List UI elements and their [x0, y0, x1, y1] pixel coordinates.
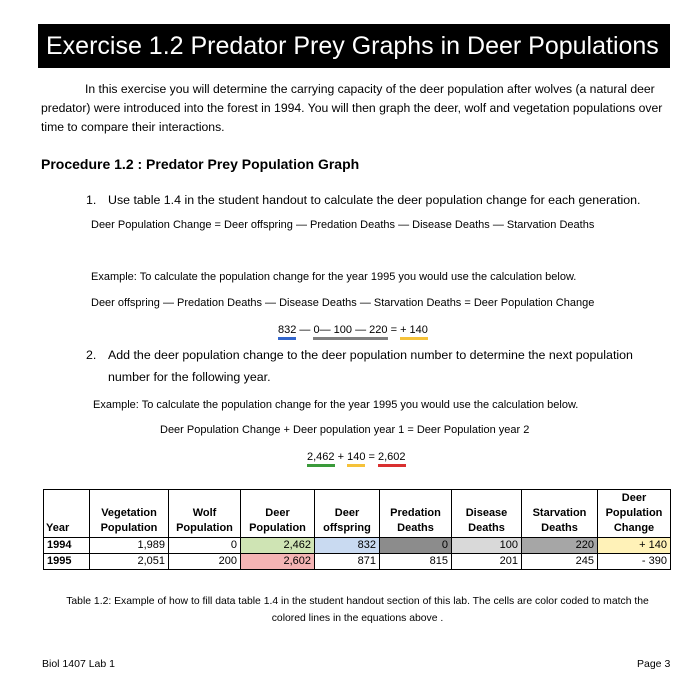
step-1 — [86, 193, 641, 207]
table-header: Wolf Population — [169, 490, 241, 538]
table-cell: 0 — [169, 538, 241, 554]
eq2-change: 140 — [347, 451, 365, 463]
step-2-formula: Deer Population Change + Deer population year 1 = Deer Population year 2 — [160, 424, 530, 436]
step-2-text-line2: number for the following year. — [108, 370, 271, 384]
table-cell: 245 — [522, 554, 598, 570]
eq2-next-pop: 2,602 — [378, 451, 406, 463]
eq1-change: + 140 — [400, 324, 428, 336]
table-cell: 200 — [169, 554, 241, 570]
table-header: Year — [44, 490, 90, 538]
table-cell: 832 — [315, 538, 380, 554]
table-cell: 2,051 — [90, 554, 169, 570]
page-title: Exercise 1.2 Predator Prey Graphs in Deer Populations — [38, 24, 670, 68]
footer-page-number: Page 3 — [637, 658, 671, 670]
table-cell: 1994 — [44, 538, 90, 554]
step-2-number: 2. — [86, 348, 97, 362]
data-table — [43, 489, 671, 570]
table-header: Disease Deaths — [452, 490, 522, 538]
table-cell: 201 — [452, 554, 522, 570]
table-cell: 220 — [522, 538, 598, 554]
table-cell: 100 — [452, 538, 522, 554]
table-row — [44, 538, 671, 554]
step-2 — [86, 348, 633, 362]
step-1-example: Example: To calculate the population change for the year 1995 you would use the calculation below. — [91, 271, 577, 283]
table-header: Starvation Deaths — [522, 490, 598, 538]
table-header-row — [44, 490, 671, 538]
table-cell: 871 — [315, 554, 380, 570]
table-cell: 1,989 — [90, 538, 169, 554]
table-header: Vegetation Population — [90, 490, 169, 538]
table-cell: - 390 — [598, 554, 671, 570]
table-header: Deer Population Change — [598, 490, 671, 538]
table-header: Deer Population — [241, 490, 315, 538]
step-2-example: Example: To calculate the population change for the year 1995 you would use the calculation below. — [93, 399, 579, 411]
table-cell: 2,462 — [241, 538, 315, 554]
footer-course: Biol 1407 Lab 1 — [42, 658, 115, 670]
table-header: Predation Deaths — [380, 490, 452, 538]
procedure-heading: Procedure 1.2 : Predator Prey Population Graph — [41, 156, 360, 172]
table-cell: 2,602 — [241, 554, 315, 570]
step-1-example-formula: Deer offspring — Predation Deaths — Disease Deaths — Starvation Deaths = Deer Population Change — [91, 297, 595, 309]
equation-1: 832 — 0— 100 — 220 = + 140 — [278, 324, 428, 336]
eq2-deer-pop: 2,462 — [307, 451, 335, 463]
table-cell: + 140 — [598, 538, 671, 554]
step-1-text: Use table 1.4 in the student handout to calculate the deer population change for each generation. — [108, 193, 641, 207]
table-header: Deer offspring — [315, 490, 380, 538]
table-cell: 1995 — [44, 554, 90, 570]
step-1-number: 1. — [86, 193, 97, 207]
step-1-formula: Deer Population Change = Deer offspring — Predation Deaths — Disease Deaths — Starvation Deaths — [91, 219, 595, 231]
eq1-predation: 0— 100 — 220 — [313, 324, 387, 336]
eq1-offspring: 832 — [278, 324, 296, 336]
table-row — [44, 554, 671, 570]
table-caption: Table 1.2: Example of how to fill data table 1.4 in the student handout section of this lab. The cells are color coded to match the colored lines in the equations above . — [66, 596, 649, 624]
intro-text: In this exercise you will determine the carrying capacity of the deer population after wolves (a natural deer predator) were introduced into the forest in 1994. You will then graph the deer, wolf and vegetation populations over time to compare their interactions. — [41, 82, 663, 134]
table-cell: 815 — [380, 554, 452, 570]
table-cell: 0 — [380, 538, 452, 554]
step-2-text-line1: Add the deer population change to the deer population number to determine the next population — [108, 348, 633, 362]
intro-paragraph — [41, 80, 671, 137]
equation-2: 2,462 + 140 = 2,602 — [307, 451, 406, 463]
